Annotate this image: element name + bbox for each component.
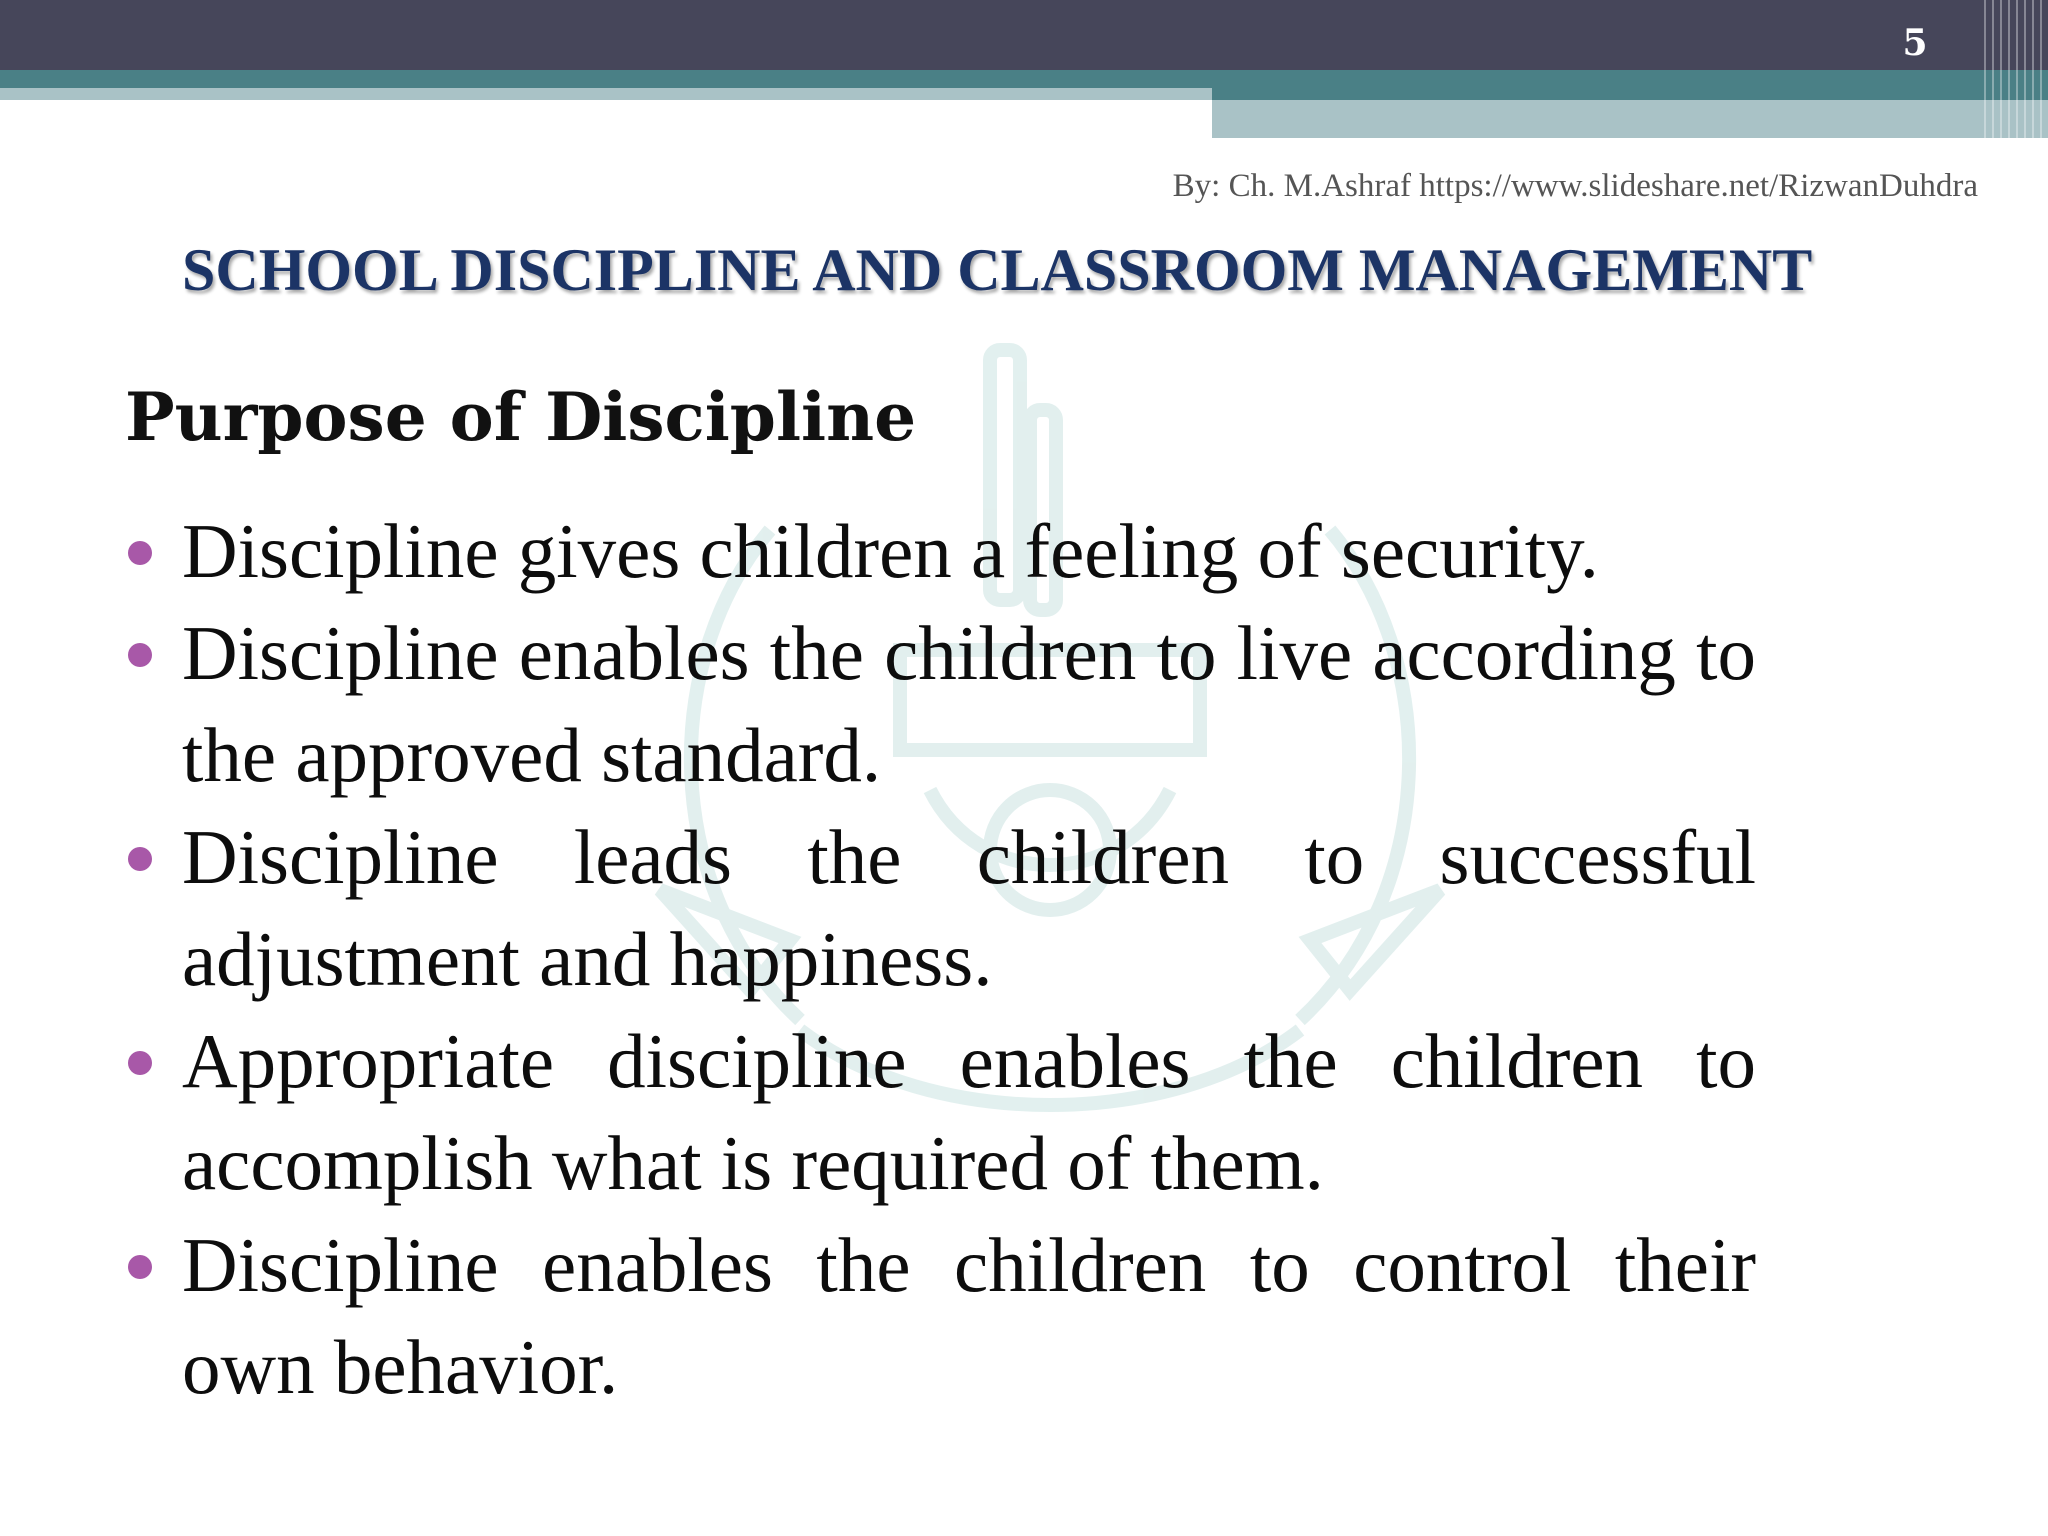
list-item (124, 500, 1756, 602)
list-item-text: Discipline leads the children to successful adjustment and happiness. (182, 814, 1756, 1002)
slide-number: 5 (1902, 22, 1928, 64)
list-item-text: Discipline enables the children to control their own behavior. (182, 1222, 1756, 1410)
bullet-list (124, 500, 1756, 1418)
list-item-text: Discipline gives children a feeling of security. (182, 508, 1599, 594)
author-credit: By: Ch. M.Ashraf https://www.slideshare.net/RizwanDuhdra (1172, 168, 1978, 204)
header-edge-stripes (1978, 0, 2048, 138)
list-item-text: Discipline enables the children to live according to the approved standard. (182, 610, 1756, 798)
bullet-dot-icon (128, 1051, 152, 1075)
page-title: Purpose of Discipline (125, 378, 917, 456)
bullet-dot-icon (128, 847, 152, 871)
header-bar-light-left (0, 88, 1212, 100)
header-bar-dark (0, 0, 2048, 70)
bullet-dot-icon (128, 1255, 152, 1279)
list-item (124, 1010, 1756, 1214)
list-item-text: Appropriate discipline enables the children to accomplish what is required of them. (182, 1018, 1756, 1206)
list-item (124, 806, 1756, 1010)
banner-title: SCHOOL DISCIPLINE AND CLASSROOM MANAGEMENT (182, 237, 1813, 303)
bullet-dot-icon (128, 643, 152, 667)
list-item (124, 602, 1756, 806)
header-bar-light-right (1212, 100, 2048, 138)
list-item (124, 1214, 1756, 1418)
bullet-dot-icon (128, 541, 152, 565)
